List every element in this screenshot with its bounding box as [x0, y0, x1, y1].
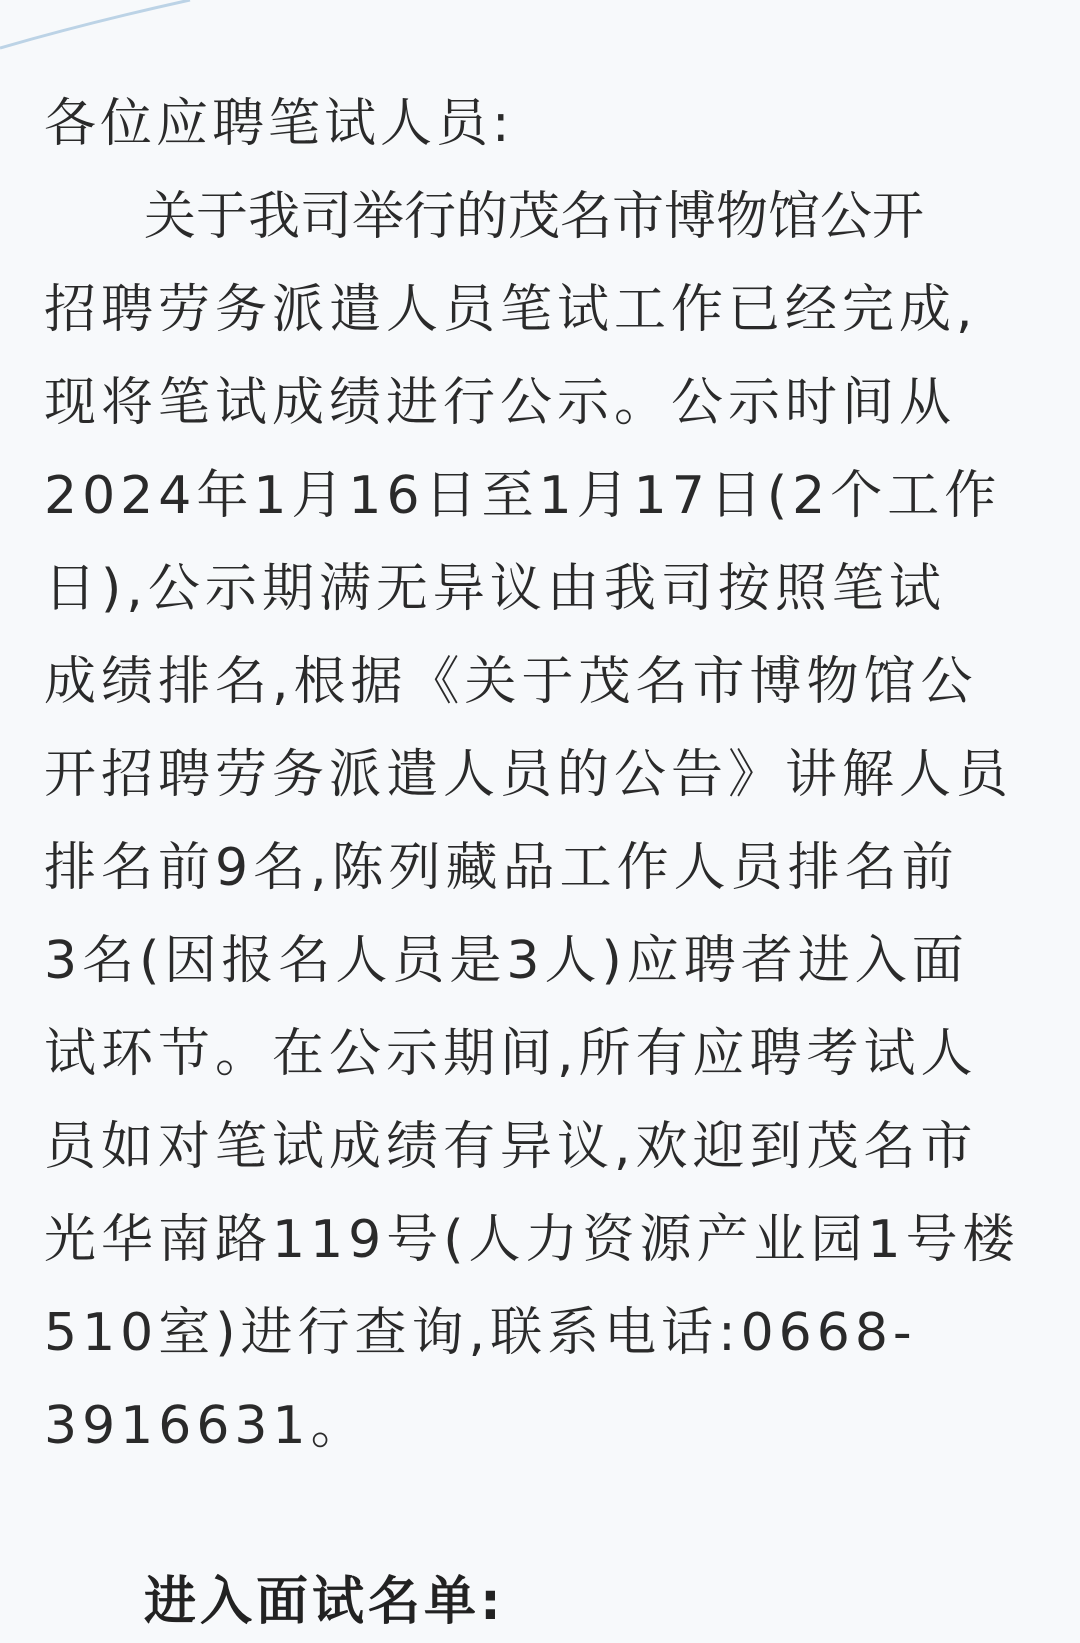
notice-line: 排名前9名,陈列藏品工作人员排名前 — [44, 838, 959, 898]
notice-line: 现将笔试成绩进行公示。公示时间从 — [44, 373, 957, 433]
notice-line: 开招聘劳务派遣人员的公告》讲解人员 — [44, 745, 1014, 805]
notice-line: 员如对笔试成绩有异议,欢迎到茂名市 — [44, 1117, 978, 1177]
notice-line: 试环节。在公示期间,所有应聘考试人 — [44, 1024, 978, 1084]
notice-line: 3916631。 — [44, 1396, 368, 1456]
notice-salutation: 各位应聘笔试人员: — [44, 94, 514, 154]
notice-line: 3名(因报名人员是3人)应聘者进入面 — [44, 931, 969, 991]
notice-line: 关于我司举行的茂名市博物馆公开 — [144, 187, 925, 247]
notice-line: 510室)进行查询,联系电话:0668- — [44, 1303, 917, 1363]
notice-line: 招聘劳务派遣人员笔试工作已经完成, — [44, 280, 978, 340]
notice-line: 2024年1月16日至1月17日(2个工作 — [44, 466, 1002, 526]
notice-body — [44, 78, 1034, 1473]
notice-line: 光华南路119号(人力资源产业园1号楼 — [44, 1210, 1020, 1270]
notice-line: 成绩排名,根据《关于茂名市博物馆公 — [44, 652, 978, 712]
notice-line: 日),公示期满无异议由我司按照笔试 — [44, 559, 946, 619]
section-title: 进入面试名单: — [144, 1572, 505, 1632]
